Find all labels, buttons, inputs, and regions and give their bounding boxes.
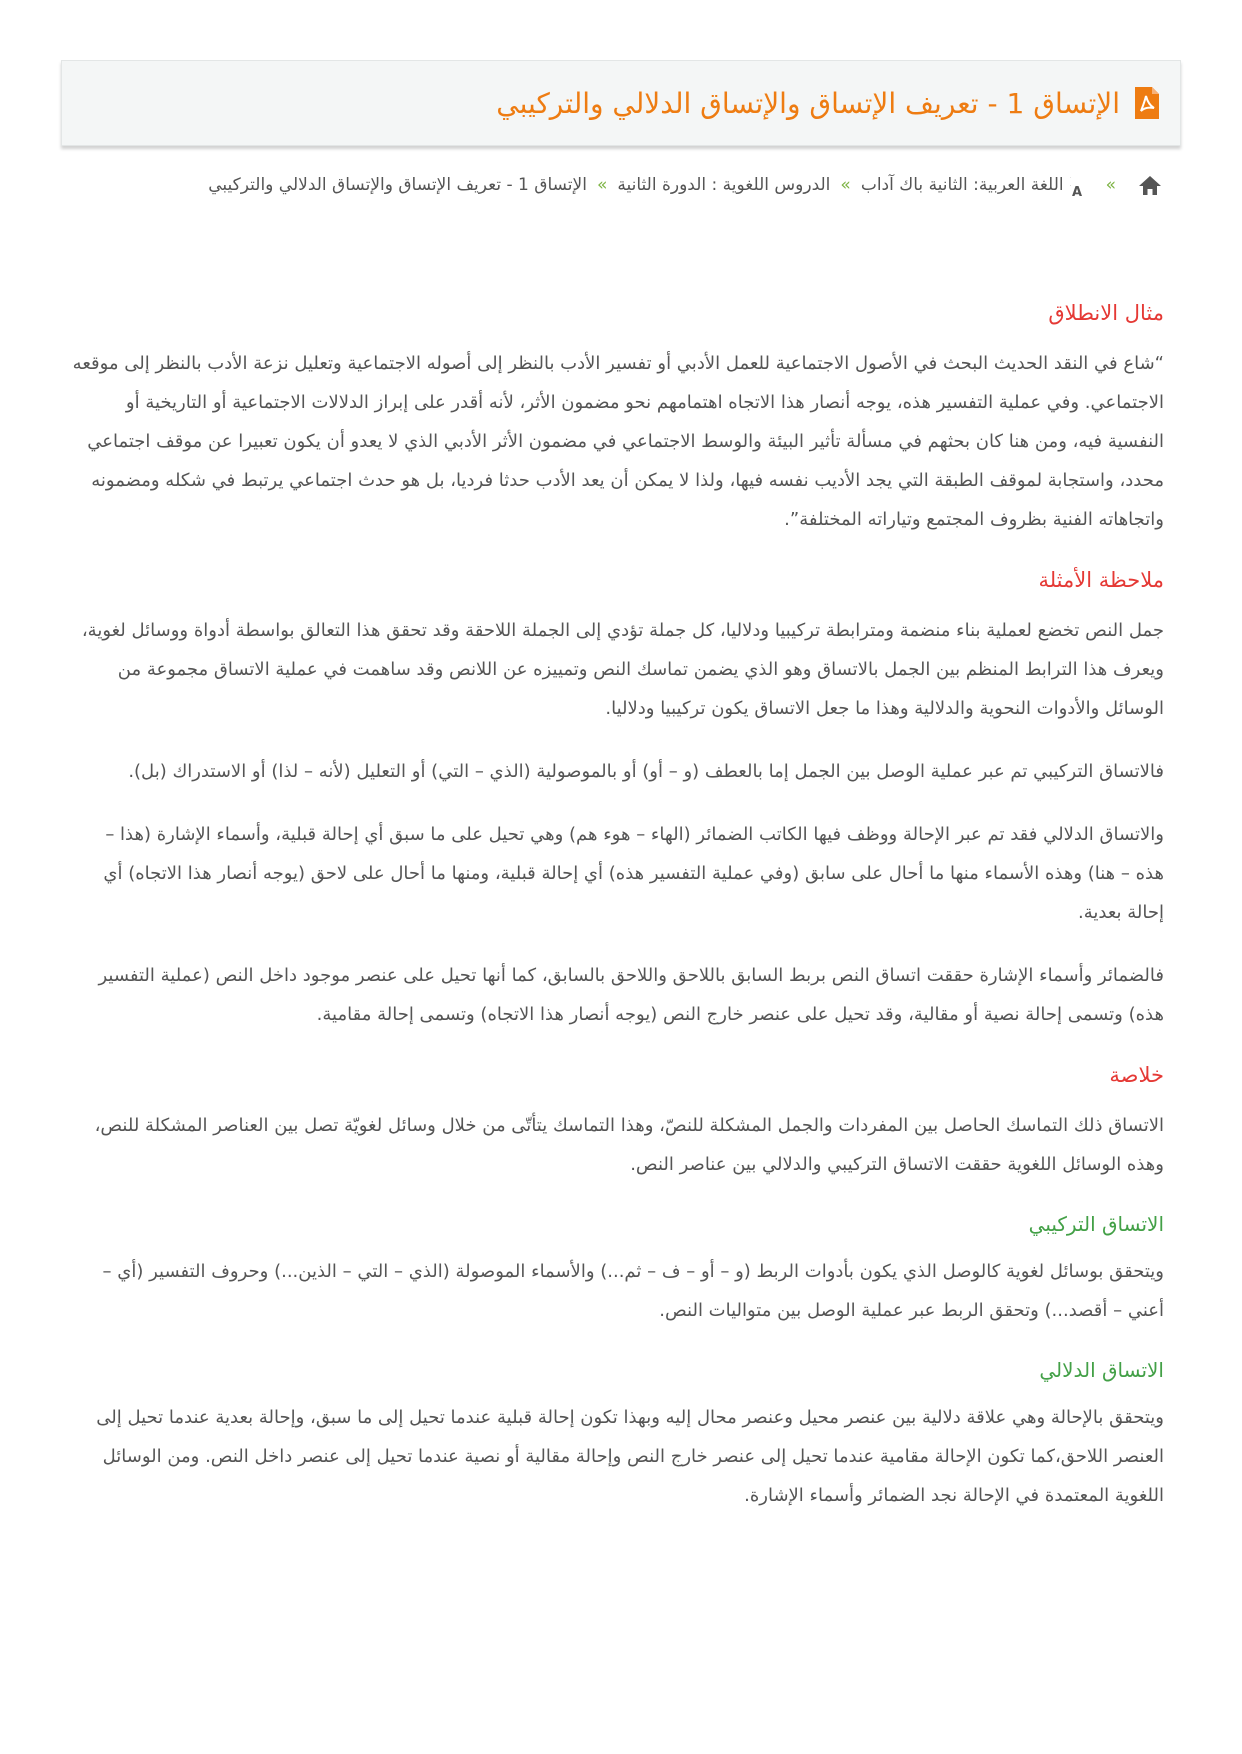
observation-paragraph: جمل النص تخضع لعملية بناء منضمة ومترابطة تركيبيا ودلاليا، كل جملة تؤدي إلى الجملة اللاحقة وقد تحقق هذا التعالق بواسطة أدواة ووسائل لغوية، ويعرف هذا الترابط المنظم بين الجمل بالاتساق وهو الذي يضمن تماسك النص وتمييزه عن اللانص وقد ساهمت في عملية الاتساق مجموعة من الوسائل والأدوات النحوية والدلالية وهذا ما جعل الاتساق يكون تركيبيا ودلاليا. <box>81 620 1164 719</box>
breadcrumb-separator: » <box>1105 175 1116 195</box>
semantic-cohesion-text: ويتحقق بالإحالة وهي علاقة دلالية بين عنصر محيل وعنصر محال إليه وبهذا تكون إحالة قبلية عندما تحيل إلى ما سبق، وإحالة بعدية عندما تحيل إلى العنصر اللاحق،كما تكون الإحالة مقامية عندما تحيل إلى عنصر خارج النص وإحالة مقالية أو نصية عندما تحيل إلى عنصر داخل النص. ومن الوسائل اللغوية المعتمدة في الإحالة نجد الضمائر وأسماء الإشارة. <box>96 1407 1164 1506</box>
breadcrumb-item-lessons[interactable]: الدروس اللغوية : الدورة الثانية <box>617 175 831 195</box>
subsection-heading-semantic-cohesion: الاتساق الدلالي <box>1039 1358 1164 1382</box>
observation-paragraph: فالضمائر وأسماء الإشارة حققت اتساق النص بربط السابق باللاحق واللاحق بالسابق، كما أنها تحيل على عنصر موجود داخل النص (عملية التفسير هذه) وتسمى إحالة نصية أو مقالية، وقد تحيل على عنصر خارج النص (يوجه أنصار هذا الاتجاه) وتسمى إحالة مقامية. <box>98 965 1164 1025</box>
pdf-icon[interactable] <box>1134 86 1160 120</box>
section-heading-starting-example: مثال الانطلاق <box>1048 301 1164 325</box>
breadcrumb <box>60 170 1162 200</box>
section-heading-summary: خلاصة <box>1109 1063 1164 1087</box>
lesson-content <box>72 296 1164 1539</box>
breadcrumb-item-course[interactable]: اللغة العربية: الثانية باك آداب <box>860 175 1064 195</box>
svg-text:文 <box>1070 174 1071 188</box>
breadcrumb-item-current: الإتساق 1 - تعريف الإتساق والإتساق الدلالي والتركيبي <box>208 175 587 195</box>
breadcrumb-separator: » <box>596 175 608 195</box>
page-title: الإتساق 1 - تعريف الإتساق والإتساق الدلالي والتركيبي <box>496 86 1120 120</box>
observation-paragraph: فالاتساق التركيبي تم عبر عملية الوصل بين الجمل إما بالعطف (و – أو) أو بالموصولية (الذي – التي) أو التعليل (لأنه – لذا) أو الاستدراك (بل). <box>128 761 1164 782</box>
subsection-heading-syntactic-cohesion: الاتساق التركيبي <box>1028 1212 1164 1236</box>
syntactic-cohesion-text: ويتحقق بوسائل لغوية كالوصل الذي يكون بأدوات الربط (و – أو – ف – ثم...) والأسماء الموصولة (الذي – التي – الذين...) وحروف التفسير (أي – أعني – أقصد...) وتحقق الربط عبر عملية الوصل بين متواليات النص. <box>102 1261 1164 1321</box>
svg-text:A: A <box>1071 185 1082 198</box>
home-icon[interactable] <box>1138 174 1162 196</box>
summary-paragraph: الاتساق ذلك التماسك الحاصل بين المفردات والجمل المشكلة للنصّ، وهذا التماسك يتأتّى من خلال وسائل لغويّة تصل بين العناصر المشكلة للنص، وهذه الوسائل اللغوية حققت الاتساق التركيبي والدلالي بين عناصر النص. <box>94 1115 1164 1175</box>
section-heading-observation: ملاحظة الأمثلة <box>1038 568 1164 592</box>
page-header <box>61 60 1181 146</box>
starting-example-text: “شاع في النقد الحديث البحث في الأصول الاجتماعية للعمل الأدبي أو تفسير الأدب بالنظر إلى أصوله الاجتماعية وتعليل نزعة الأدب بالنظر إلى موقعه الاجتماعي. وفي عملية التفسير هذه، يوجه أنصار هذا الاتجاه اهتمامهم نحو مضمون الأثر، لأنه أقدر على إبراز الدلالات الاجتماعية أو التاريخية أو النفسية فيه، ومن هنا كان بحثهم في مسألة تأثير البيئة والوسط الاجتماعي في مضمون الأثر الأدبي الذي لا يعدو أن يكون تعبيرا عن موقف اجتماعي محدد، واستجابة لموقف الطبقة التي يجد الأديب نفسه فيها، ولذا لا يمكن أن يعد الأدب حدثا فرديا، بل هو حدث اجتماعي يرتبط في شكله ومضمونه واتجاهاته الفنية بظروف المجتمع وتياراته المختلفة”. <box>72 353 1164 530</box>
breadcrumb-separator: » <box>840 175 851 195</box>
observation-paragraph: والاتساق الدلالي فقد تم عبر الإحالة ووظف فيها الكاتب الضمائر (الهاء – هوء هم) وهي تحيل على ما سبق أي إحالة قبلية، وأسماء الإشارة (هذا – هذه – هنا) وهذه الأسماء منها ما أحال على سابق (وفي عملية التفسير هذه) أي إحالة قبلية، ومنها ما أحال على لاحق (يوجه أنصار هذا الاتجاه) أي إحالة بعدية. <box>103 824 1164 923</box>
translate-icon <box>1070 172 1096 198</box>
